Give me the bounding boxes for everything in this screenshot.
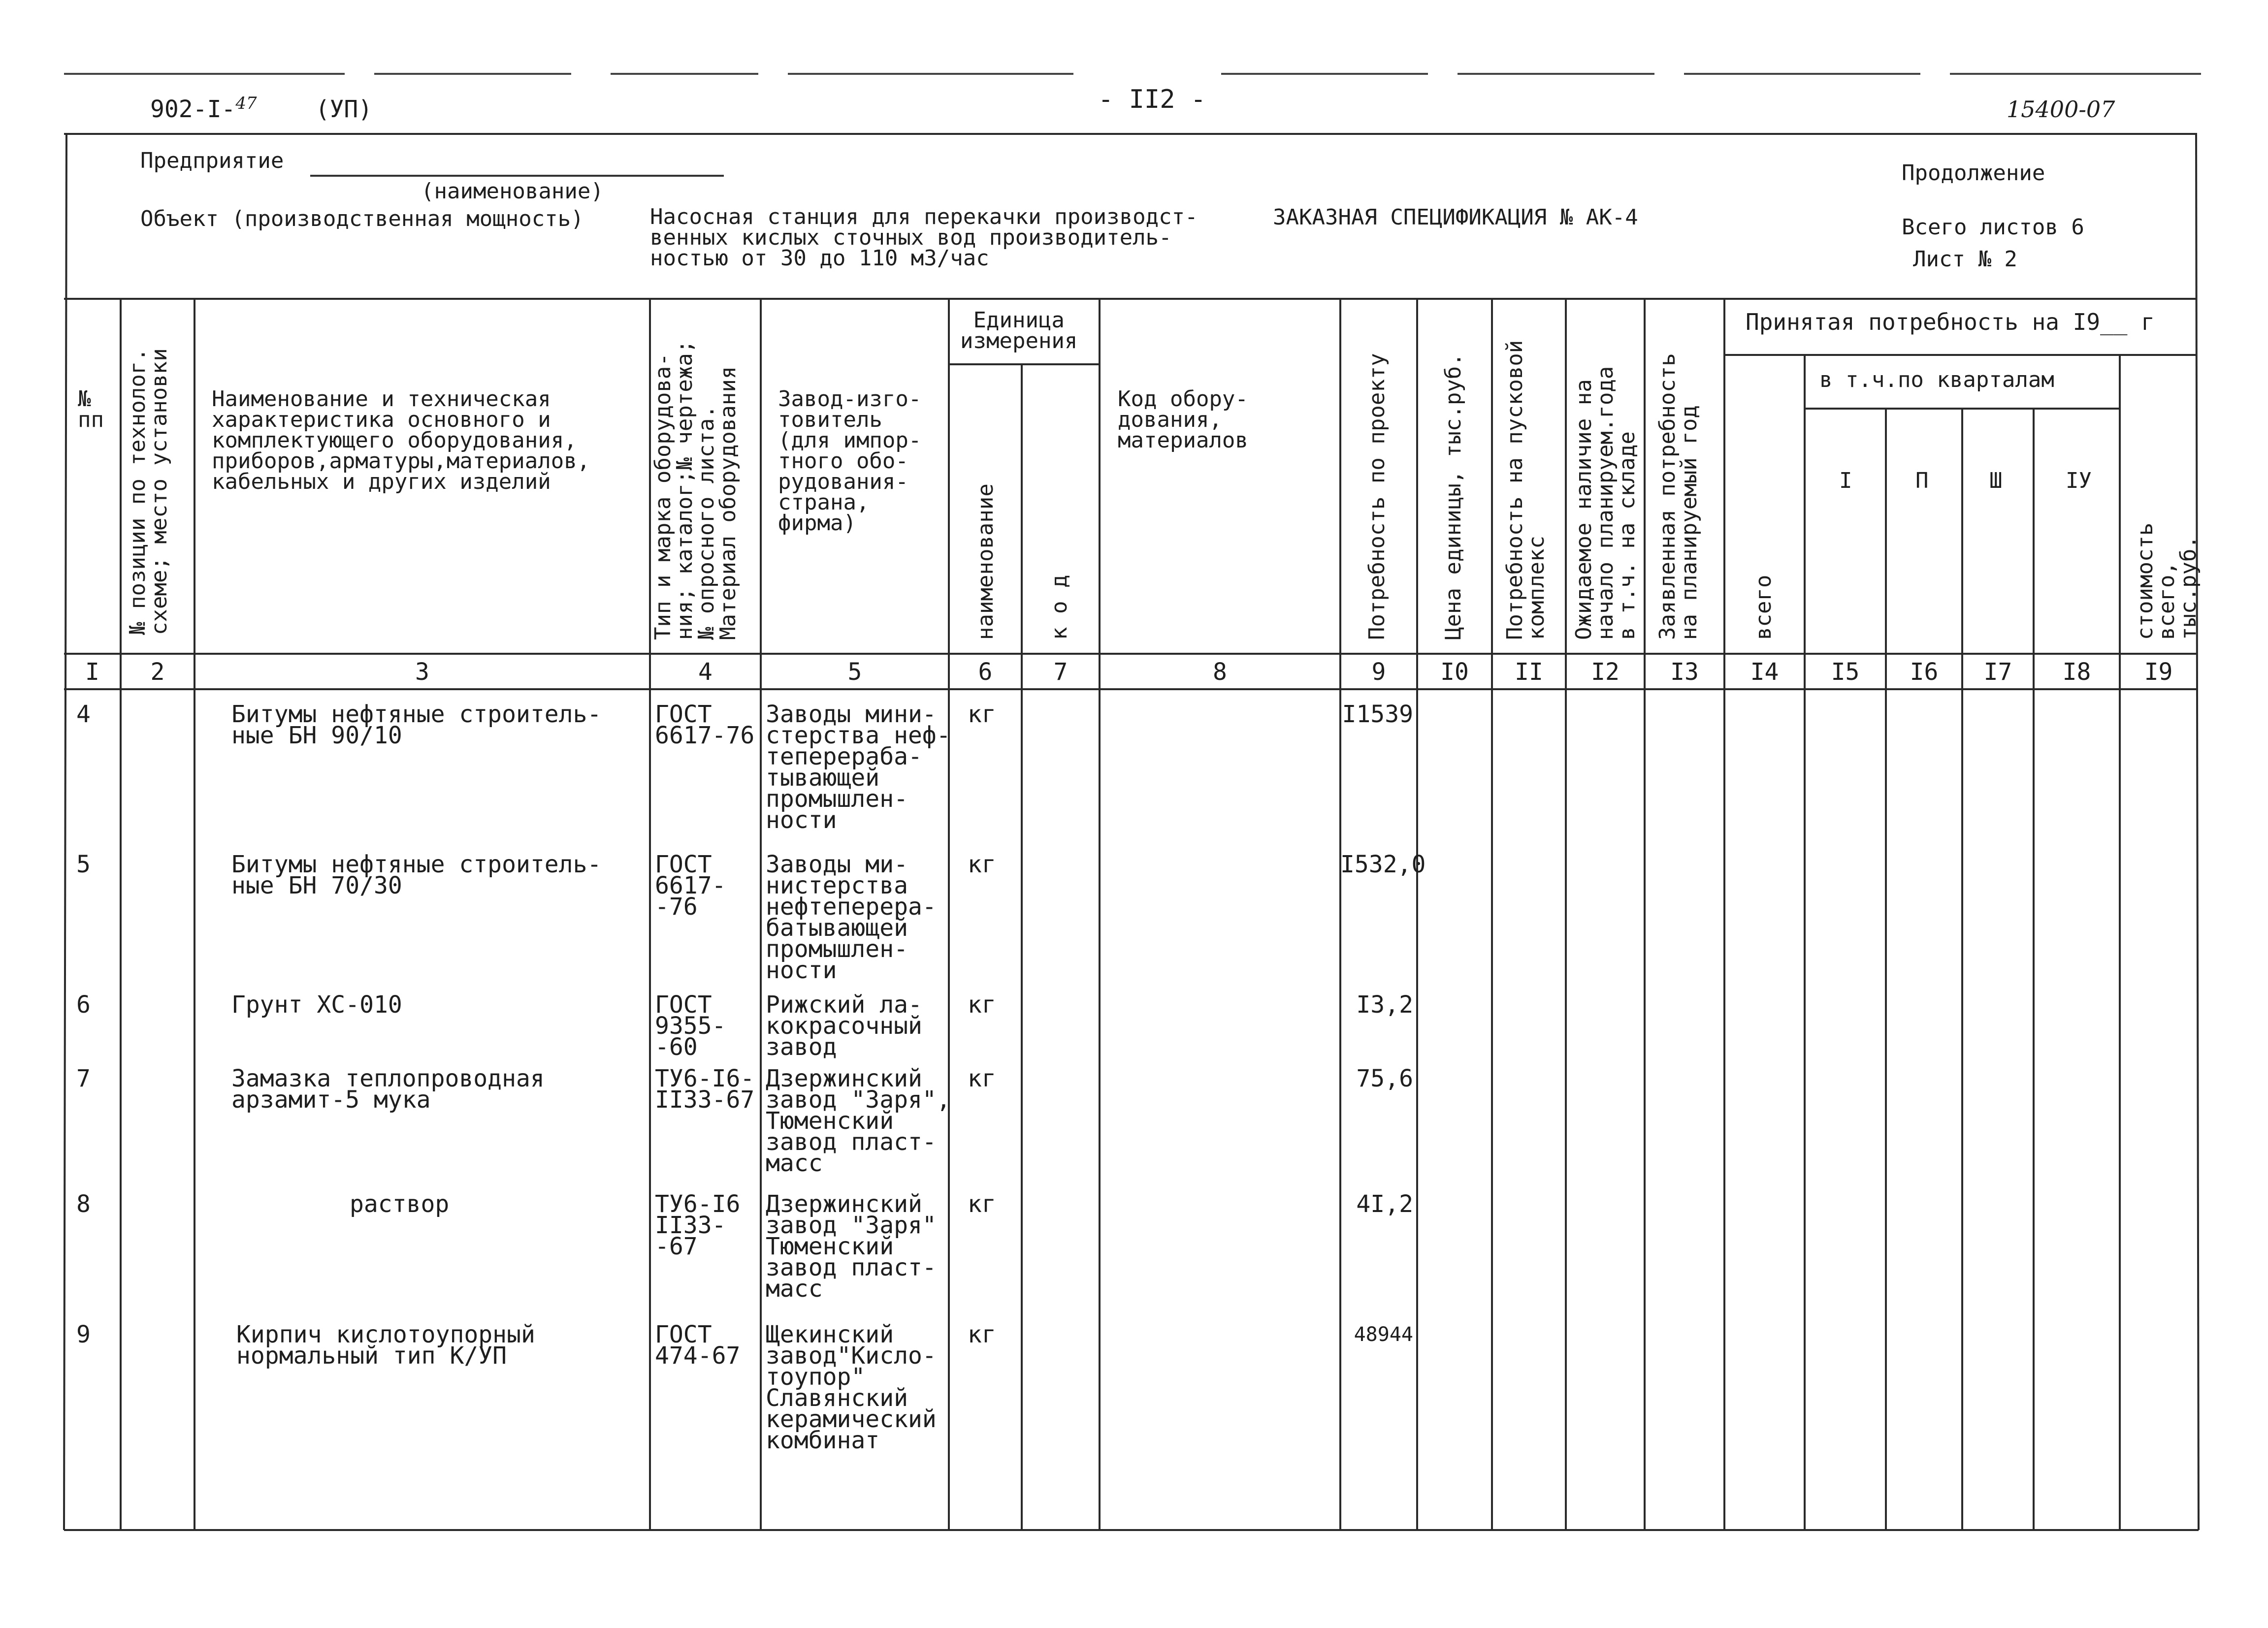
col-header-project-demand: Потребность по проекту — [1364, 353, 1390, 640]
col-header-type: Тип и марка оборудова- ния; каталог;№ чертежа; № опросного листа. Материал оборудования — [650, 340, 741, 640]
column-number-row — [0, 658, 2268, 686]
col-header-number: № пп — [78, 386, 104, 432]
row-manufacturer: Заводы мини- стерства неф- теперераба- тывающей промышлен- ности — [766, 701, 951, 834]
row-manufacturer: Дзержинский завод "Заря" Тюменский завод пласт- масс — [766, 1190, 937, 1303]
col-number-11: II — [1515, 658, 1543, 686]
col-header-total: всего — [1751, 575, 1776, 640]
row-number: 7 — [76, 1065, 91, 1092]
col-number-17: I7 — [1983, 658, 2012, 686]
document-code-superscript: 47 — [235, 94, 257, 113]
sheet-number: Лист № 2 — [1913, 247, 2017, 272]
row-manufacturer: Рижский ла- кокрасочный завод — [766, 991, 922, 1061]
col-header-declared-demand: Заявленная потребность на планируемый год — [1655, 353, 1702, 640]
col-header-accepted-group: Принятая потребность на I9__ г — [1746, 309, 2155, 335]
col-number-16: I6 — [1910, 658, 1939, 686]
col-header-unit-group: Единица измерения — [960, 308, 1078, 353]
object-label: Объект (производственная мощность) — [140, 206, 584, 231]
object-description: Насосная станция для перекачки производст- венных кислых сточных вод производитель- ностью от 30 до 110 м3/час — [650, 204, 1198, 271]
col-number-3: 3 — [415, 658, 429, 686]
col-number-14: I4 — [1750, 658, 1779, 686]
col-number-6: 6 — [978, 658, 993, 686]
row-unit: кг — [968, 701, 996, 728]
col-header-unit-name: наименование — [973, 483, 998, 640]
col-number-8: 8 — [1213, 658, 1227, 686]
specification-title: ЗАКАЗНАЯ СПЕЦИФИКАЦИЯ № АК-4 — [1273, 205, 1638, 230]
col-header-name: Наименование и техническая характеристика основного и комплектующего оборудования, приборов,арматуры,материалов, кабельных и других изделий — [212, 386, 590, 494]
row-project-demand: I532,0 — [1340, 851, 1426, 878]
col-header-unit-code: к о д — [1047, 575, 1072, 640]
col-header-q3: Ш — [1989, 468, 2003, 493]
col-number-19: I9 — [2144, 658, 2173, 686]
row-number: 8 — [76, 1190, 91, 1218]
row-item-name: Замазка теплопроводная арзамит-5 мука — [231, 1065, 545, 1114]
archive-number: 15400-07 — [2007, 96, 2115, 123]
row-item-name: Грунт ХС-010 — [231, 991, 402, 1019]
row-type: ГОСТ 474-67 — [655, 1321, 741, 1370]
col-header-manufacturer: Завод-изго- товитель (для импор- тного обо- рудования- страна, фирма) — [778, 386, 922, 536]
row-item-name: Битумы нефтяные строитель- ные БН 90/10 — [231, 701, 602, 749]
row-manufacturer: Заводы ми- нистерства нефтеперера- батывающей промышлен- ности — [766, 851, 937, 984]
col-number-1: I — [85, 658, 99, 686]
col-number-12: I2 — [1591, 658, 1620, 686]
sheets-total: Всего листов 6 — [1902, 215, 2084, 240]
col-number-9: 9 — [1371, 658, 1386, 686]
col-number-18: I8 — [2062, 658, 2091, 686]
row-manufacturer: Дзержинский завод "Заря", Тюменский завод пласт- масс — [766, 1065, 951, 1177]
row-item-name: Кирпич кислотоупорный нормальный тип К/УП — [236, 1321, 535, 1370]
row-project-demand: 48944 — [1354, 1323, 1413, 1346]
col-number-13: I3 — [1670, 658, 1699, 686]
row-number: 5 — [76, 851, 91, 878]
col-number-7: 7 — [1053, 658, 1068, 686]
row-item-name: раствор — [350, 1190, 450, 1218]
row-project-demand: 4I,2 — [1356, 1190, 1413, 1218]
col-header-equipment-code: Код обору- дования, материалов — [1118, 386, 1248, 453]
col-header-position: № позиции по технолог. схеме; место установки — [125, 348, 172, 635]
row-number: 9 — [76, 1321, 91, 1348]
col-header-q4: IУ — [2066, 468, 2092, 493]
row-project-demand: 75,6 — [1356, 1065, 1413, 1092]
document-code-main: 902-I- — [150, 96, 236, 123]
row-unit: кг — [968, 991, 996, 1019]
col-number-2: 2 — [150, 658, 165, 686]
col-header-unit-price: Цена единицы, тыс.руб. — [1441, 353, 1466, 640]
col-header-startup-demand: Потребность на пусковой комплекс — [1502, 340, 1549, 640]
col-header-expected-stock: Ожидаемое наличие на начало планируем.года в т.ч. на складе — [1571, 366, 1640, 640]
row-item-name: Битумы нефтяные строитель- ные БН 70/30 — [231, 851, 602, 899]
row-unit: кг — [968, 851, 996, 878]
row-type: ГОСТ 9355- -60 — [655, 991, 726, 1061]
row-type: ТУ6-I6- II33-67 — [655, 1065, 755, 1114]
row-manufacturer: Щекинский завод"Кисло- тоупор" Славянский керамический комбинат — [766, 1321, 937, 1454]
row-type: ГОСТ 6617-76 — [655, 701, 755, 749]
col-header-cost-total: стоимость всего, тыс.руб. — [2133, 522, 2201, 640]
row-project-demand: I1539 — [1342, 701, 1413, 728]
row-number: 4 — [76, 701, 91, 728]
row-type: ГОСТ 6617- -76 — [655, 851, 726, 921]
col-header-q1: I — [1839, 468, 1852, 493]
col-header-quarters-group: в т.ч.по кварталам — [1819, 367, 2054, 392]
row-unit: кг — [968, 1065, 996, 1092]
col-number-5: 5 — [847, 658, 862, 686]
col-header-q2: П — [1915, 468, 1929, 493]
row-unit: кг — [968, 1190, 996, 1218]
enterprise-label: Предприятие — [140, 148, 284, 173]
col-number-15: I5 — [1831, 658, 1860, 686]
col-number-10: I0 — [1440, 658, 1469, 686]
col-number-4: 4 — [698, 658, 713, 686]
row-type: ТУ6-I6 II33- -67 — [655, 1190, 741, 1260]
continuation-label: Продолжение — [1902, 160, 2045, 186]
name-caption: (наименование) — [421, 179, 604, 204]
row-number: 6 — [76, 991, 91, 1019]
page-number: - II2 - — [1098, 85, 1206, 114]
document-code-suffix: (УП) — [315, 96, 373, 123]
row-project-demand: I3,2 — [1356, 991, 1413, 1019]
row-unit: кг — [968, 1321, 996, 1348]
